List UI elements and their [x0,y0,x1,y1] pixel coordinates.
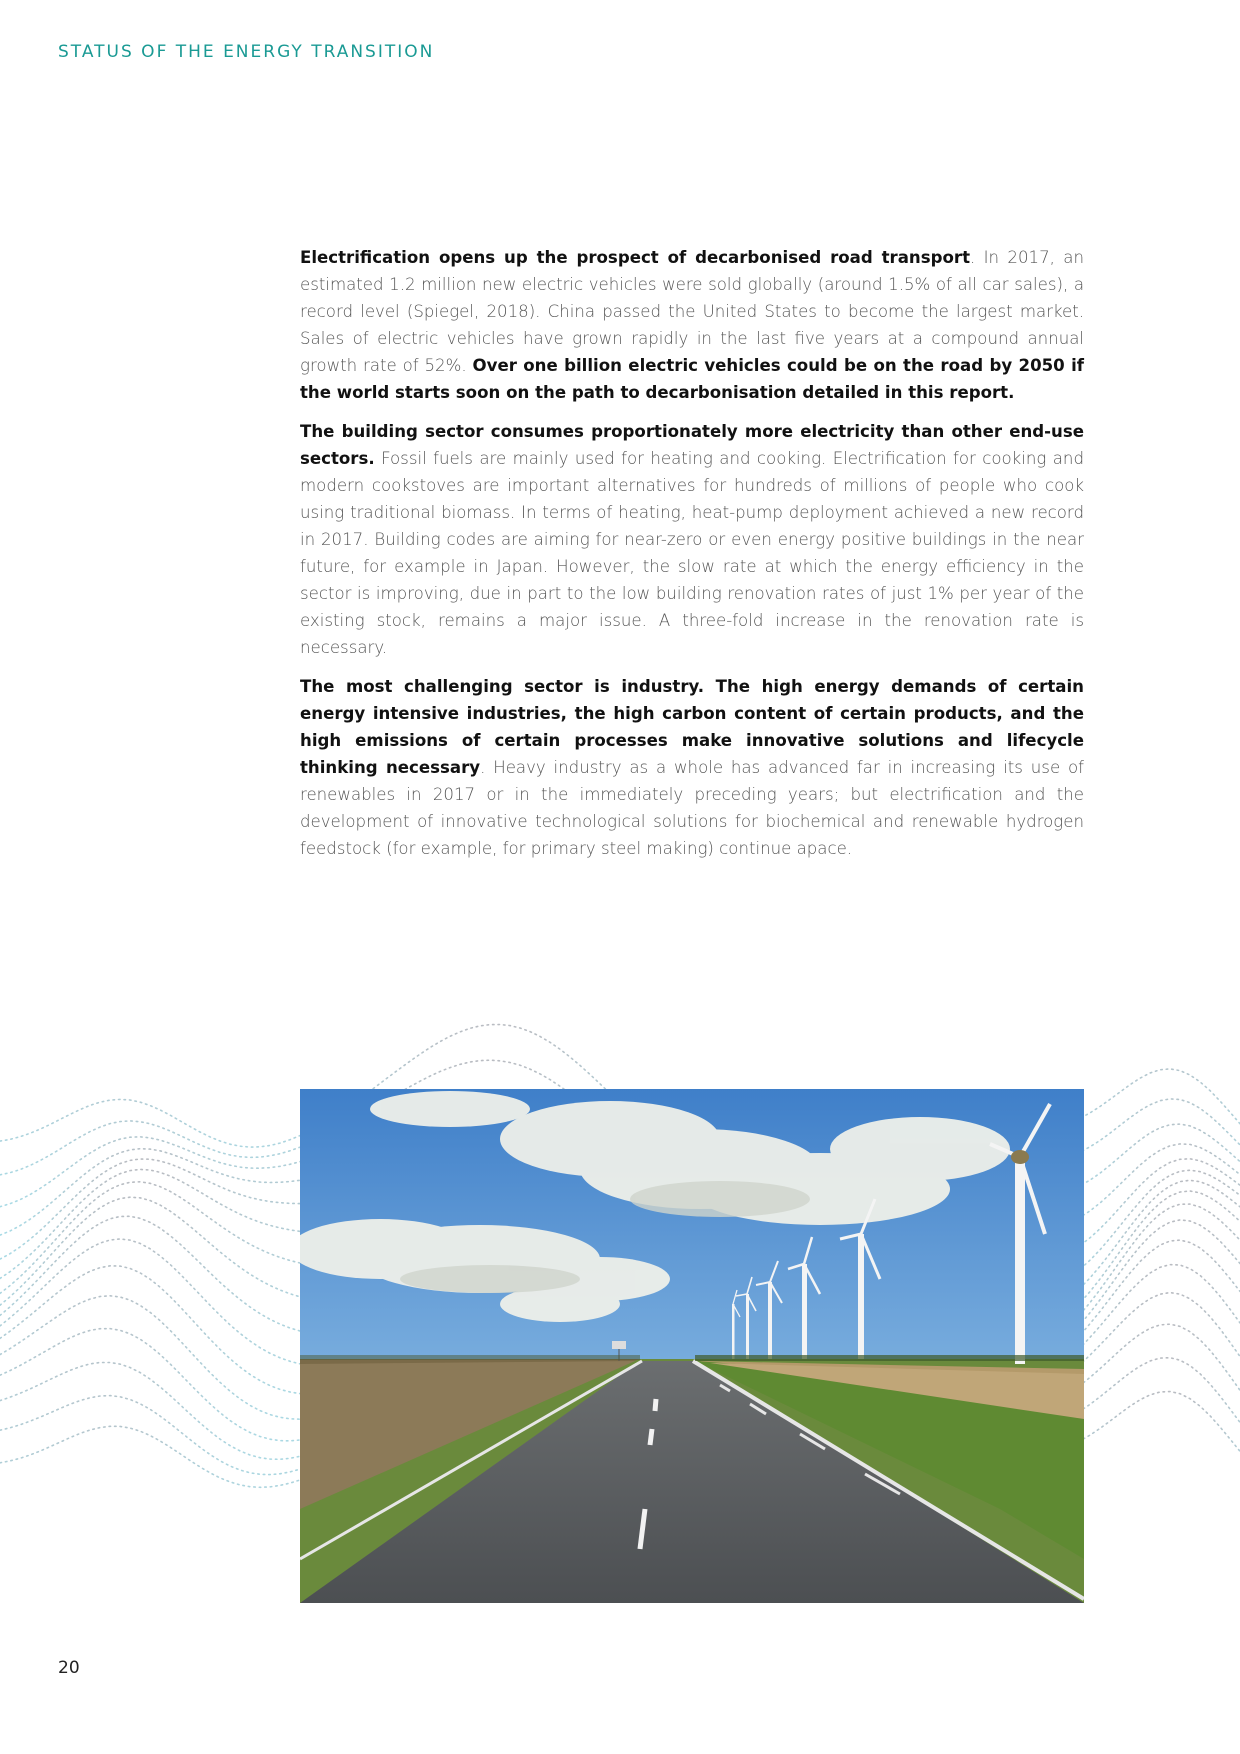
section-header: STATUS OF THE ENERGY TRANSITION [58,42,435,62]
photo-road-wind-turbines [300,1089,1084,1603]
paragraph-body: . In 2017, an estimated 1.2 million new electric vehicles were sold globally (around 1.5% of all car sales), a record level (Spiegel, 2018). China passed the United States to become the largest market. Sales of electric vehicles have grown rapidly in the last five years at a compound annual growth rate of 52%. [300,248,1084,375]
paragraph-body: Fossil fuels are mainly used for heating and cooking. Electrification for cooking and modern cookstoves are important alternatives for hundreds of millions of people who cook using traditional biomass. In terms of heating, heat-pump deployment achieved a new record in 2017. Building codes are aiming for near-zero or even energy positive buildings in the near future, for example in Japan. However, the slow rate at which the energy efficiency in the sector is improving, due in part to the low building renovation rates of just 1% per year of the existing stock, remains a major issue. A three-fold increase in the renovation rate is necessary. [300,449,1084,657]
paragraph-electric-vehicles [300,244,1084,406]
page-number: 20 [58,1658,80,1678]
paragraph-lead: The building sector consumes proportionately more electricity than other end-use sectors. [300,422,1084,468]
paragraph-building-sector [300,418,1084,661]
paragraph-body: . Heavy industry as a whole has advanced far in increasing its use of renewables in 2017 or in the immediately preceding years; but electrification and the development of innovative technological solutions for biochemical and renewable hydrogen feedstock (for example, for primary steel making) continue apace. [300,758,1084,858]
road-wind-turbines-illustration [300,1089,1084,1603]
paragraph-industry [300,673,1084,862]
paragraph-lead: Electrification opens up the prospect of decarbonised road transport [300,248,971,267]
paragraph-tail: Over one billion electric vehicles could be on the road by 2050 if the world starts soon on the path to decarbonisation detailed in this report. [300,356,1084,402]
body-text [300,244,1084,874]
paragraph-lead: The most challenging sector is industry. The high energy demands of certain energy intensive industries, the high carbon content of certain products, and the high emissions of certain processes make innovative solutions and lifecycle thinking necessary [300,677,1084,777]
